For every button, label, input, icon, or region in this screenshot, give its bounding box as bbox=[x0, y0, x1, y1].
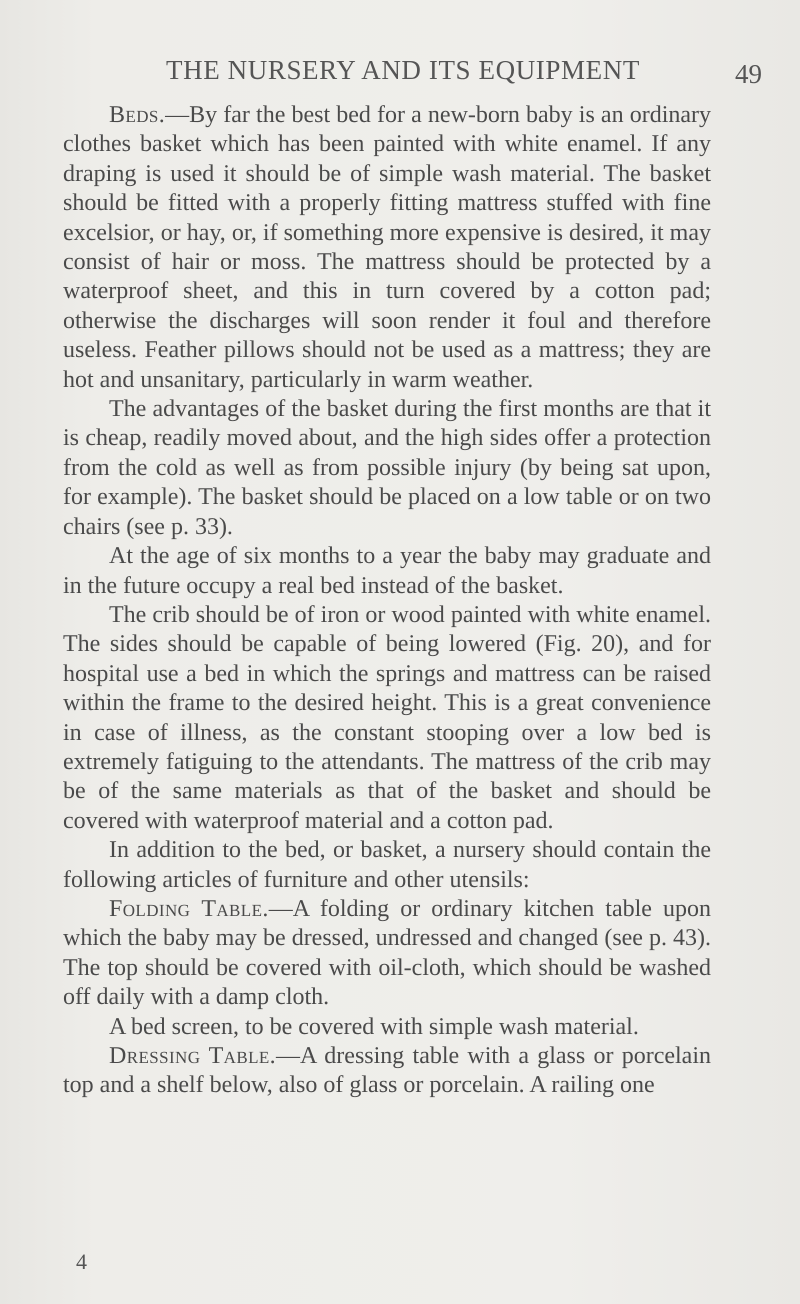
running-head: THE NURSERY AND ITS EQUIPMENT bbox=[166, 55, 640, 85]
paragraph-crib bbox=[63, 601, 711, 836]
paragraph-text: The crib should be of iron or wood painted with white enamel. The sides should be capable of being lowered (Fig. 20), and for hospital use a bed in which the springs and mattress can be raised within the frame to the desired height. This is a great convenience in case of illness, as the constant stooping over a low bed is extremely fatiguing to the attendants. The mattress of the crib may be of the same materials as that of the basket and should be covered with waterproof material and a cotton pad. bbox=[63, 601, 711, 834]
paragraph-text: At the age of six months to a year the baby may graduate and in the future occupy a real bed instead of the basket. bbox=[63, 543, 711, 599]
page-header bbox=[166, 55, 776, 89]
paragraph-text: —A dressing table with a glass or porcelain top and a shelf below, also of glass or porcelain. A railing one bbox=[63, 1043, 711, 1099]
paragraph-beds bbox=[63, 101, 711, 395]
paragraph-text: In addition to the bed, or basket, a nursery should contain the following articles of furniture and other utensils: bbox=[63, 837, 711, 893]
paragraph-folding-table bbox=[63, 895, 711, 1013]
page-number: 49 bbox=[735, 59, 762, 89]
paragraph-lead: Dressing Table. bbox=[109, 1043, 277, 1069]
paragraph-text: The advantages of the basket during the first months are that it is cheap, readily moved about, and the high sides offer a protection from the cold as well as from possible injury (by being sat upon, for example). The basket should be placed on a low table or on two chairs (see p. 33). bbox=[63, 396, 711, 540]
paragraph-lead: Beds. bbox=[109, 102, 166, 128]
paragraph-dressing-table bbox=[63, 1042, 711, 1101]
paragraph-lead: Folding Table. bbox=[109, 895, 269, 922]
paragraph-text: A bed screen, to be covered with simple wash material. bbox=[109, 1013, 639, 1040]
paragraph-basket-advantages bbox=[63, 395, 711, 542]
paragraph-text: —By far the best bed for a new-born baby is an ordinary clothes basket which has been painted with white enamel. If any draping is used it should be of simple wash material. The basket should be fitted with a properly fitting mattress stuffed with fine excelsior, or hay, or, if something more expensive is desired, it may consist of hair or moss. The mattress should be protected by a waterproof sheet, and this in turn covered by a cotton pad; otherwise the discharges will soon render it foul and therefore useless. Feather pillows should not be used as a mattress; they are hot and unsanitary, particularly in warm weather. bbox=[63, 102, 711, 393]
paragraph-articles bbox=[63, 836, 711, 895]
paragraph-text: —A folding or ordinary kitchen table upon which the baby may be dressed, undressed and changed (see p. 43). The top should be covered with oil-cloth, which should be washed off daily with a damp cloth. bbox=[63, 895, 711, 1011]
paragraph-graduate bbox=[63, 542, 711, 601]
body-text bbox=[63, 101, 711, 1101]
signature-mark: 4 bbox=[76, 1249, 87, 1274]
paragraph-bed-screen bbox=[63, 1013, 711, 1042]
